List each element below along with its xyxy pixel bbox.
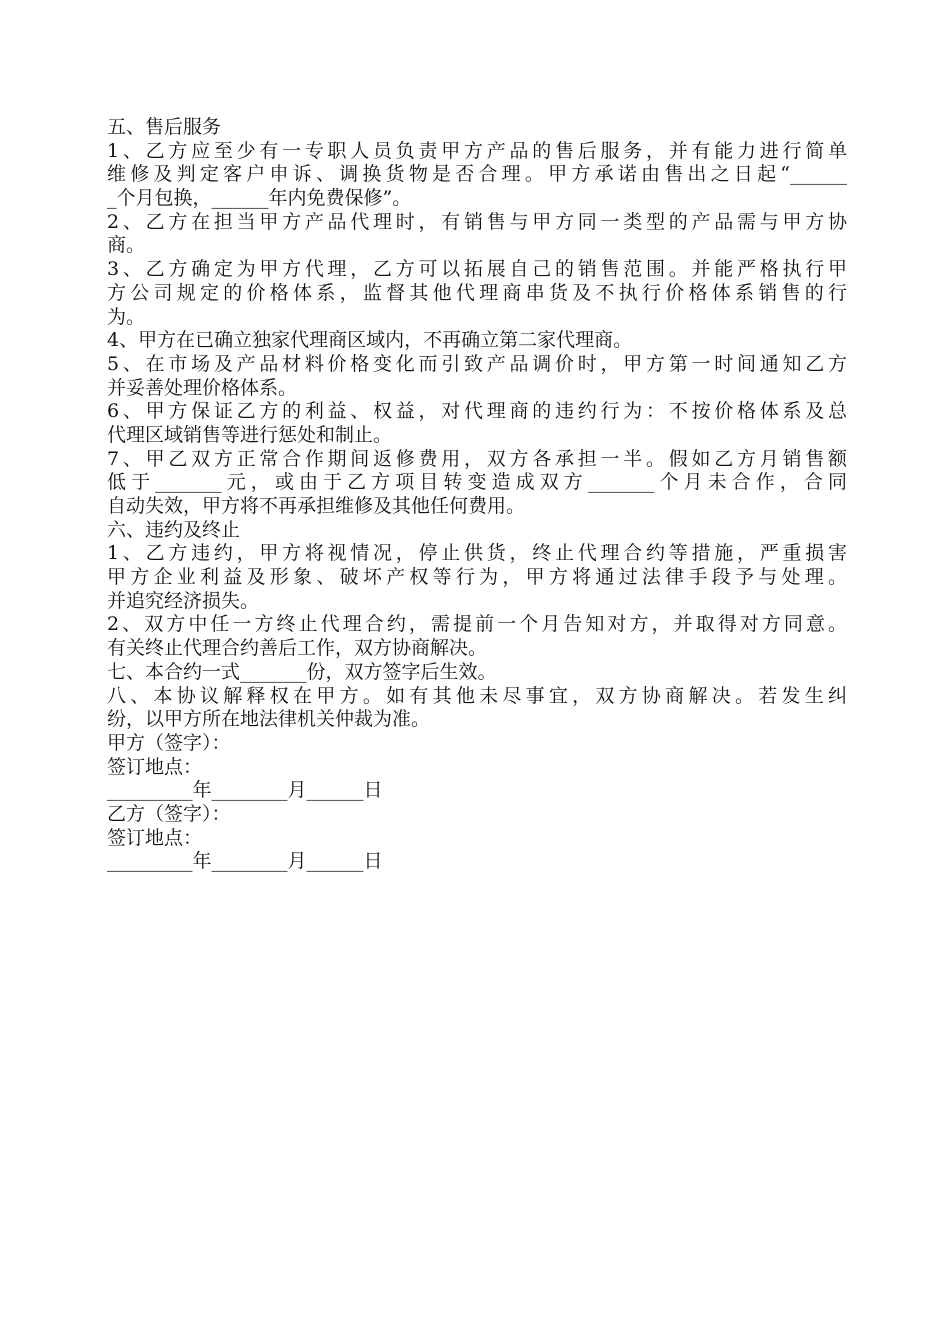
paragraph-line: 4、甲方在已确立独家代理商区域内，不再确立第二家代理商。 xyxy=(107,329,633,352)
section-heading-breach: 六、违约及终止 xyxy=(107,518,241,541)
paragraph-line: 纷，以甲方所在地法律机关仲裁为准。 xyxy=(107,708,431,731)
paragraph-line: 为。 xyxy=(107,305,146,328)
section-heading-after-sales: 五、售后服务 xyxy=(107,116,222,138)
paragraph-line: 代理区域销售等进行惩处和制止。 xyxy=(107,423,393,446)
document-body xyxy=(107,116,847,874)
paragraph-line: 自动失效，甲方将不再承担维修及其他任何费用。 xyxy=(107,495,526,517)
party-b-signature-label: 乙方（签字）： xyxy=(107,802,231,825)
section-interpretation: 八、本协议解释权在甲方。如有其他未尽事宜，双方协商解决。若发生纠 xyxy=(107,684,847,707)
paragraph-line: 有关终止代理合约善后工作，双方协商解决。 xyxy=(107,637,488,660)
paragraph-line: 维修及判定客户申诉、调换货物是否合理。甲方承诺由售出之日起“______ xyxy=(107,163,847,186)
paragraph-line: 甲方企业利益及形象、破坏产权等行为，甲方将通过法律手段予与处理。 xyxy=(107,566,847,589)
party-b-signing-place-label: 签订地点： xyxy=(107,826,203,849)
paragraph-line: 并妥善处理价格体系。 xyxy=(107,376,298,399)
section-copies: 七、本合约一式_______份，双方签字后生效。 xyxy=(107,660,497,683)
party-a-date-line: _________年________月______日 xyxy=(107,779,383,802)
paragraph-line: 2、乙方在担当甲方产品代理时，有销售与甲方同一类型的产品需与甲方协 xyxy=(107,210,847,233)
paragraph-line: 6、甲方保证乙方的利益、权益，对代理商的违约行为：不按价格体系及总 xyxy=(107,400,847,423)
paragraph-line: 1、乙方应至少有一专职人员负责甲方产品的售后服务，并有能力进行简单 xyxy=(107,139,847,162)
paragraph-line: 3、乙方确定为甲方代理，乙方可以拓展自己的销售范围。并能严格执行甲 xyxy=(107,258,847,281)
paragraph-line: 方公司规定的价格体系，监督其他代理商串货及不执行价格体系销售的行 xyxy=(107,281,847,304)
paragraph-line: 商。 xyxy=(107,234,146,257)
party-b-date-line: _________年________月______日 xyxy=(107,850,383,873)
paragraph-line: 低于_______元，或由于乙方项目转变造成双方_______个月未合作，合同 xyxy=(107,471,847,494)
party-a-signature-label: 甲方（签字）： xyxy=(107,731,231,754)
paragraph-line: _个月包换，______年内免费保修”。 xyxy=(107,187,412,210)
paragraph-line: 并追究经济损失。 xyxy=(107,589,260,612)
paragraph-line: 5、在市场及产品材料价格变化而引致产品调价时，甲方第一时间通知乙方 xyxy=(107,352,847,375)
paragraph-line: 1、乙方违约，甲方将视情况，停止供货，终止代理合约等措施，严重损害 xyxy=(107,542,847,565)
paragraph-line: 7、甲乙双方正常合作期间返修费用，双方各承担一半。假如乙方月销售额 xyxy=(107,447,847,470)
party-a-signing-place-label: 签订地点： xyxy=(107,755,203,778)
paragraph-line: 2、双方中任一方终止代理合约，需提前一个月告知对方，并取得对方同意。 xyxy=(107,613,847,636)
